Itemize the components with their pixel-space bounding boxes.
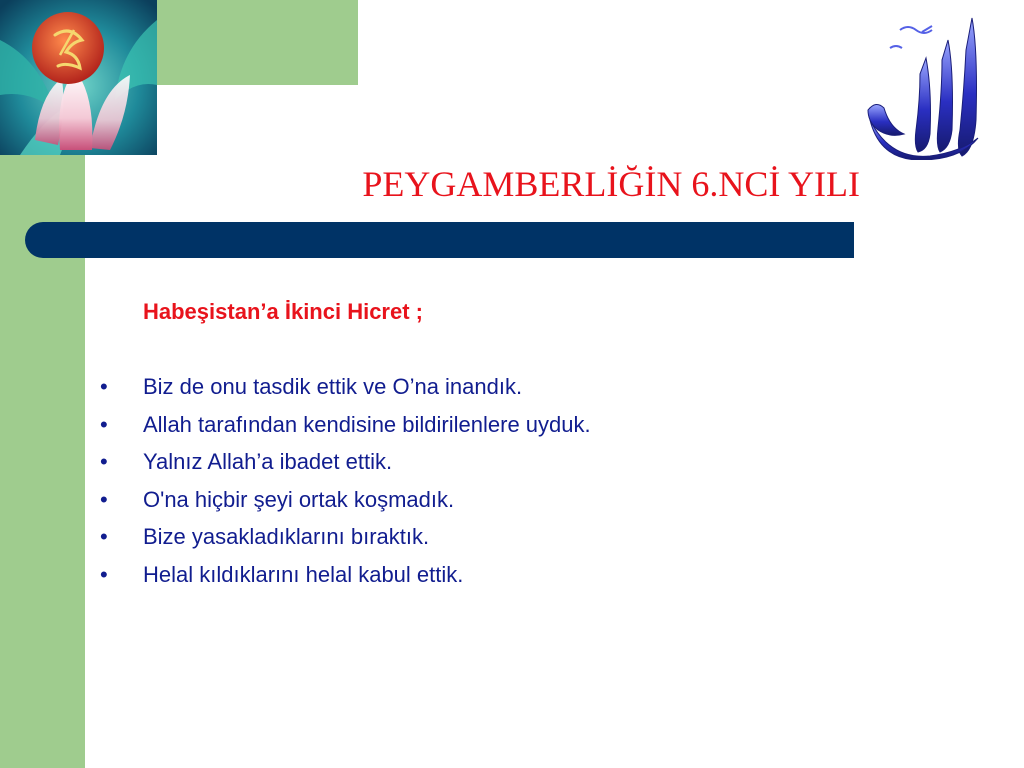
bullet-text: Yalnız Allah’a ibadet ettik.: [143, 449, 393, 475]
bullet-item: [100, 406, 591, 444]
bullet-dot: •: [100, 449, 108, 475]
bullet-dot: •: [100, 486, 108, 512]
bullet-text: Biz de onu tasdik ettik ve O’na inandık.: [143, 374, 523, 399]
bullet-dot: •: [100, 561, 108, 587]
bullet-dot: •: [100, 411, 108, 437]
bullet-item: [100, 443, 591, 481]
bullet-dot: •: [100, 524, 108, 550]
bullet-item: [100, 556, 591, 594]
bullet-text: Allah tarafından kendisine bildirilenlere uyduk.: [143, 411, 591, 437]
slide-title: PEYGAMBERLİĞİN 6.NCİ YILI: [362, 164, 860, 204]
bullet-item: [100, 481, 591, 519]
bullet-text: O'na hiçbir şeyi ortak koşmadık.: [143, 486, 455, 512]
bullet-item: [100, 518, 591, 556]
muhammad-calligraphy-art: [0, 0, 157, 155]
bullet-list: [100, 368, 591, 594]
bullet-text: Helal kıldıklarını helal kabul ettik.: [143, 561, 464, 587]
title-underline-bar: [25, 222, 854, 258]
bullet-item: [100, 368, 591, 406]
allah-calligraphy: [860, 10, 995, 160]
section-subtitle: Habeşistan’a İkinci Hicret ;: [143, 299, 423, 324]
bullet-dot: •: [100, 374, 108, 399]
bullet-text: Bize yasakladıklarını bıraktık.: [143, 524, 430, 550]
